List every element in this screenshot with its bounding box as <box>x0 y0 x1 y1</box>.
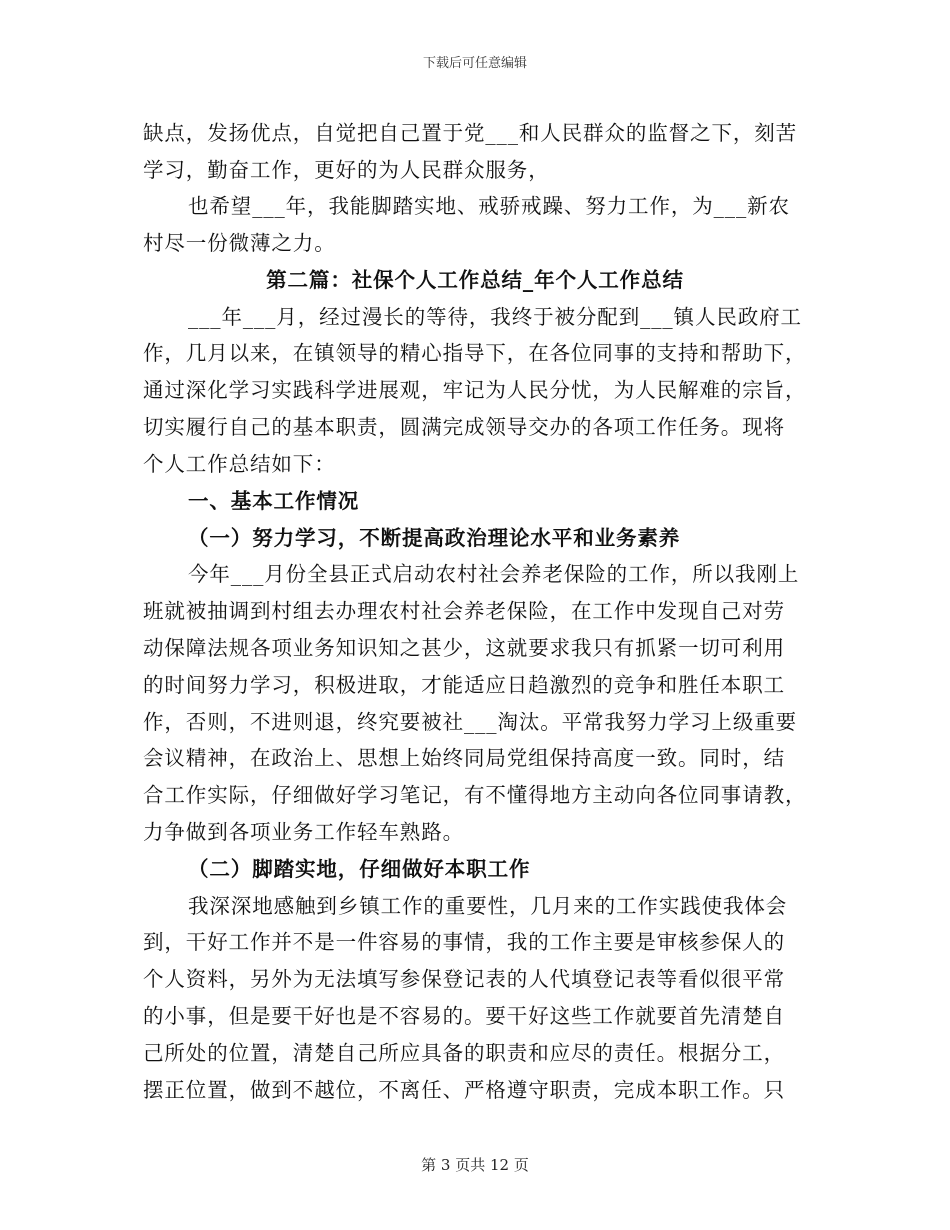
paragraph-line: 切实履行自己的基本职责，圆满完成领导交办的各项工作任务。现将 <box>143 415 785 439</box>
paragraph-line: 班就被抽调到村组去办理农村社会养老保险，在工作中发现自己对劳 <box>143 599 785 623</box>
paragraph-line: 缺点，发扬优点，自觉把自己置于党___和人民群众的监督之下，刻苦 <box>143 121 798 145</box>
paragraph-line: 我深深地感触到乡镇工作的重要性，几月来的工作实践使我体会 <box>188 894 788 918</box>
section-title: 第二篇：社保个人工作总结_年个人工作总结 <box>266 268 684 292</box>
paragraph-line: 会议精神，在政治上、思想上始终同局党组保持高度一致。同时，结 <box>143 746 785 770</box>
paragraph-line: 动保障法规各项业务知识知之甚少，这就要求我只有抓紧一切可利用 <box>143 636 785 660</box>
paragraph-line: 个人工作总结如下： <box>143 452 336 476</box>
paragraph-line: 力争做到各项业务工作轻车熟路。 <box>143 820 464 844</box>
heading-level-2: （二）脚踏实地，仔细做好本职工作 <box>188 857 531 881</box>
page-footer: 第 3 页共 12 页 <box>421 1156 529 1174</box>
paragraph-line: ___年___月，经过漫长的等待，我终于被分配到___镇人民政府工 <box>188 305 802 329</box>
paragraph-line: 作，否则，不进则退，终究要被社___淘汰。平常我努力学习上级重要 <box>143 710 798 734</box>
paragraph-line: 的小事，但是要干好也是不容易的。要干好这些工作就要首先清楚自 <box>143 1004 785 1028</box>
paragraph-line: 村尽一份微薄之力。 <box>143 231 336 255</box>
paragraph-line: 摆正位置，做到不越位，不离任、严格遵守职责，完成本职工作。只 <box>143 1078 785 1102</box>
paragraph-line: 作，几月以来，在镇领导的精心指导下，在各位同事的支持和帮助下， <box>143 341 807 365</box>
paragraph-line: 合工作实际，仔细做好学习笔记，有不懂得地方主动向各位同事请教， <box>143 783 807 807</box>
paragraph-line: 也希望___年，我能脚踏实地、戒骄戒躁、努力工作，为___新农 <box>188 194 790 218</box>
paragraph-line: 己所处的位置，清楚自己所应具备的职责和应尽的责任。根据分工， <box>143 1041 785 1065</box>
paragraph-line: 学习，勤奋工作，更好的为人民群众服务， <box>143 158 550 182</box>
paragraph-line: 今年___月份全县正式启动农村社会养老保险的工作，所以我刚上 <box>188 562 800 586</box>
paragraph-line: 通过深化学习实践科学进展观，牢记为人民分忧，为人民解难的宗旨， <box>143 378 807 402</box>
paragraph-line: 的时间努力学习，积极进取，才能适应日趋激烈的竞争和胜任本职工 <box>143 673 785 697</box>
paragraph-line: 个人资料，另外为无法填写参保登记表的人代填登记表等看似很平常 <box>143 967 785 991</box>
page-header: 下载后可任意编辑 <box>422 56 527 71</box>
heading-level-1: 一、基本工作情况 <box>188 489 360 513</box>
heading-level-2: （一）努力学习，不断提高政治理论水平和业务素养 <box>188 526 681 550</box>
paragraph-line: 到，干好工作并不是一件容易的事情，我的工作主要是审核参保人的 <box>143 930 785 954</box>
